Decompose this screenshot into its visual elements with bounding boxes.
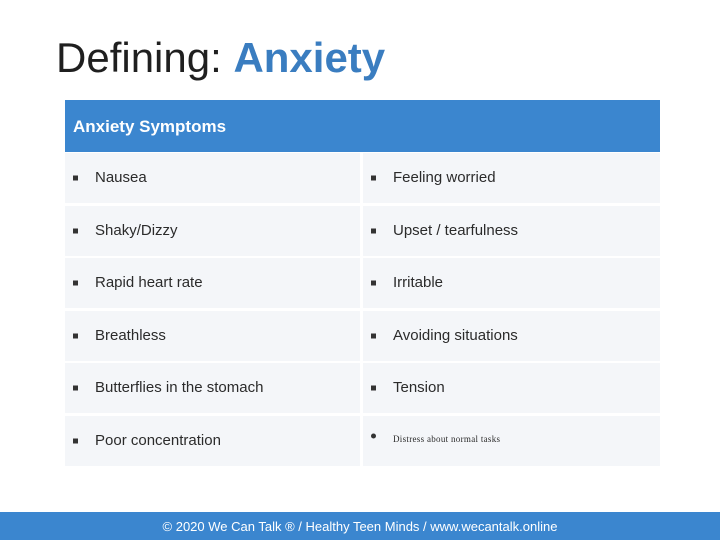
symptom-label: Feeling worried [393,169,496,186]
symptom-label: Tension [393,379,445,396]
symptom-label: Shaky/Dizzy [95,222,178,239]
symptom-label: Irritable [393,274,444,291]
table-cell [363,206,660,256]
table-cell [65,416,360,466]
table-row [65,258,660,308]
table-cell [65,311,360,361]
bullet-icon [371,334,376,339]
table-header-label: Anxiety Symptoms [73,117,227,136]
footer-text: © 2020 We Can Talk ® / Healthy Teen Minds / www.wecantalk.online [162,519,558,534]
table-cell [363,363,660,413]
bullet-icon [73,176,78,181]
table-row [65,416,660,466]
bullet-icon [73,229,78,234]
title-accent: Anxiety [233,34,386,81]
footer-bar [0,512,720,540]
table-cell [65,258,360,308]
symptom-label: Butterflies in the stomach [95,379,264,396]
symptom-label: Upset / tearfulness [393,222,519,239]
bullet-icon [73,334,78,339]
bullet-icon [371,386,376,391]
table-cell [363,311,660,361]
table-cell [65,363,360,413]
symptom-label: Rapid heart rate [95,274,203,291]
symptom-label: Distress about normal tasks [393,434,501,444]
bullet-icon [371,229,376,234]
table-row [65,311,660,361]
table-cell [363,153,660,203]
table-cell [363,416,660,466]
title-prefix: Defining: [56,34,234,81]
symptom-label: Poor concentration [95,432,221,449]
table-row [65,206,660,256]
table-header [65,100,660,152]
bullet-icon [73,386,78,391]
symptom-label: Nausea [95,169,147,186]
bullet-icon [371,434,376,439]
bullet-icon [73,439,78,444]
slide-title [56,34,385,82]
table-cell [363,258,660,308]
bullet-icon [371,176,376,181]
table-row [65,153,660,203]
bullet-icon [73,281,78,286]
table-cell [65,206,360,256]
table-row [65,363,660,413]
bullet-icon [371,281,376,286]
symptom-label: Avoiding situations [393,327,518,344]
symptom-label: Breathless [95,327,166,344]
table-cell [65,153,360,203]
